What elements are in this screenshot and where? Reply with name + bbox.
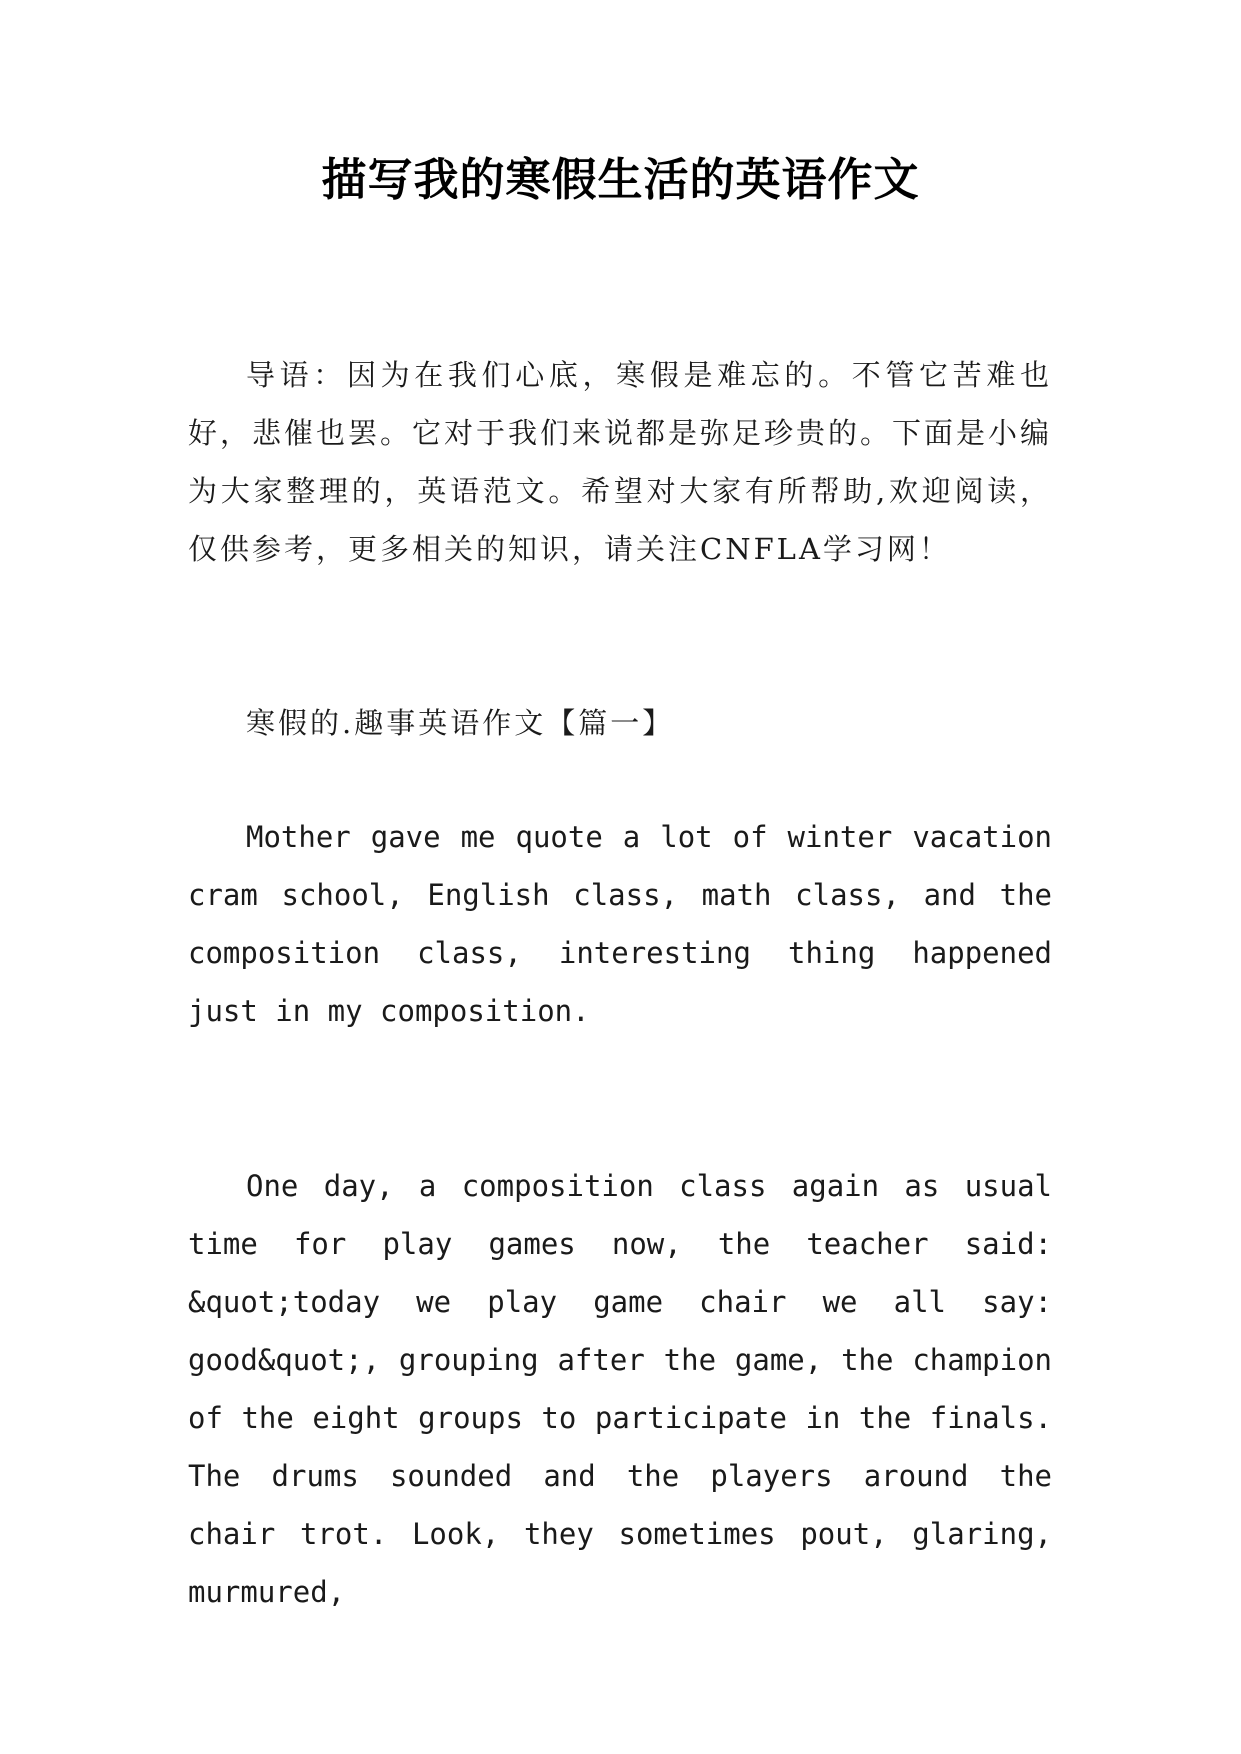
document-title: 描写我的寒假生活的英语作文 [321,153,920,206]
intro-paragraph: 导语：因为在我们心底，寒假是难忘的。不管它苦难也好，悲催也罢。它对于我们来说都是弥足珍贵的。下面是小编为大家整理的，英语范文。希望对大家有所帮助,欢迎阅读，仅供参考，更多相关的知识，请关注CNFLA学习网！ [188,358,1053,566]
body-paragraph-1: Mother gave me quote a lot of winter vacation cram school, English class, math class, and the composition class, interesting thing happened just in my composition. [188,820,1052,1028]
body-paragraph-2: One day, a composition class again as usual time for play games now, the teacher said: &quot;today we play game chair we all say: good&quot;, grouping after the game, the champion of the eight groups to participate in the finals. The drums sounded and the players around the chair trot. Look, they sometimes pout, glaring, murmured, [188,1169,1052,1609]
section-heading: 寒假的.趣事英语作文【篇一】 [246,706,675,740]
